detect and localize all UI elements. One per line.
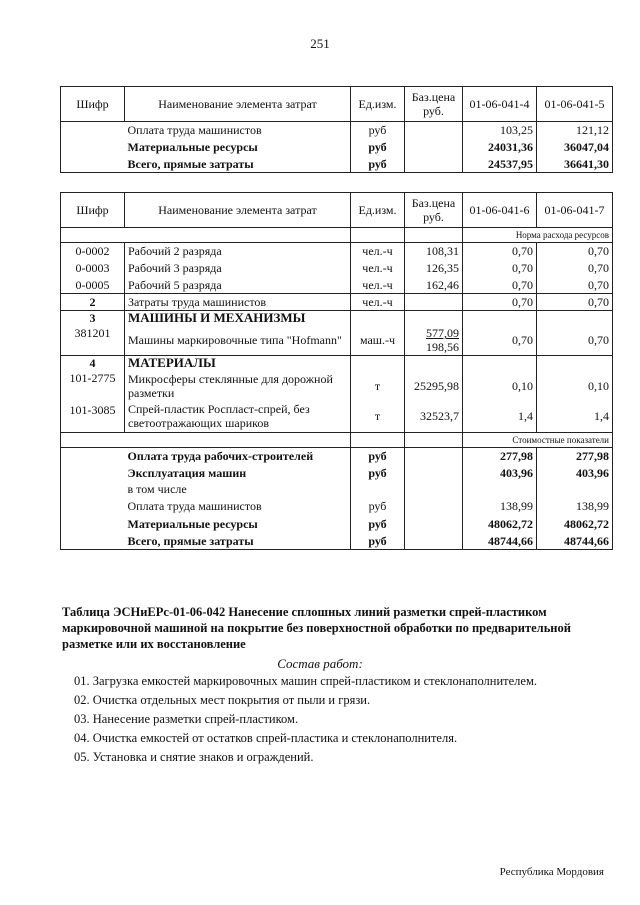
header-col1: 01-06-041-6 [463,193,537,228]
cell-unit: руб [351,497,405,516]
header-name: Наименование элемента затрат [125,193,351,228]
price-line-2: 198,56 [426,340,459,355]
table-row [61,139,613,156]
cell-price [405,448,463,465]
cell-code: 0-0005 [61,277,125,294]
cell-v1: 1,4 [463,401,537,433]
table-row [61,533,613,550]
header-col2: 01-06-041-7 [537,193,613,228]
cell-empty [405,311,463,326]
cell-unit: руб [351,465,405,481]
cell-empty [351,228,405,243]
cell-v1: 138,99 [463,497,537,516]
list-item: 01. Загрузка емкостей маркировочных машин спрей-пластиком и стеклонаполнителем. [74,674,538,688]
cell-v1: 48062,72 [463,516,537,533]
table-row [61,465,613,481]
cell-v2: 48062,72 [537,516,613,533]
norm-label: Норма расхода ресурсов [463,228,613,243]
footer-region: Республика Мордовия [499,866,604,878]
cell-price [405,497,463,516]
page-number: 251 [310,36,330,51]
header-unit: Ед.изм. [351,87,405,122]
cell-v1: 0,70 [463,243,537,260]
cell-empty [351,311,405,326]
cell-code: 2 [61,294,125,311]
cell-v2: 0,70 [537,326,613,356]
header-col2: 01-06-041-5 [537,87,613,122]
cell-code [61,516,125,533]
cell-empty [351,356,405,371]
table-row [61,156,613,173]
table-header [61,193,613,228]
cell-price: 32523,7 [405,401,463,433]
cost-table-1 [60,86,613,173]
cell-code [61,533,125,550]
cell-unit: чел.-ч [351,294,405,311]
cell-price [405,533,463,550]
cell-empty [351,433,405,448]
norm-label-row [61,228,613,243]
price-line-1: 577,09 [426,326,459,341]
cell-name: Рабочий 2 разряда [125,243,351,260]
header-name: Наименование элемента затрат [125,87,351,122]
cell-name: Оплата труда машинистов [125,122,351,139]
cell-code [61,122,125,139]
cell-price [405,465,463,481]
cell-empty [61,228,125,243]
table-row [61,371,613,401]
table-row [61,448,613,465]
cell-v2: 0,70 [537,243,613,260]
cell-unit: т [351,401,405,433]
cell-name: Эксплуатация машин [125,465,351,481]
cell-price [405,294,463,311]
cell-unit: руб [351,533,405,550]
table-row [61,294,613,311]
cell-unit: руб [351,139,405,156]
table-header [61,87,613,122]
cost-label: Стоимостные показатели [463,433,613,448]
cell-v1: 0,70 [463,326,537,356]
cell-price [405,122,463,139]
cell-unit: т [351,371,405,401]
cell-name: Спрей-пластик Роспласт-спрей, без светоотражающих шариков [125,401,351,433]
list-item: 04. Очистка емкостей от остатков спрей-пластика и стеклонаполнителя. [74,731,458,745]
cell-price [405,156,463,173]
cell-v2: 48744,66 [537,533,613,550]
cell-v2: 36047,04 [537,139,613,156]
cell-name: Всего, прямые затраты [125,533,351,550]
cell-v1: 0,70 [463,277,537,294]
header-code: Шифр [61,193,125,228]
cell-empty [463,356,537,371]
header-price: Баз.цена руб. [405,87,463,122]
cell-price [405,139,463,156]
table-row [61,401,613,433]
section-title: МАТЕРИАЛЫ [125,356,351,371]
cell-unit: чел.-ч [351,243,405,260]
cell-name: Материальные ресурсы [125,516,351,533]
cell-empty [61,433,125,448]
cell-price: 126,35 [405,260,463,277]
cell-v1: 277,98 [463,448,537,465]
cell-code [61,497,125,516]
cell-name: Рабочий 5 разряда [125,277,351,294]
cell-name: Всего, прямые затраты [125,156,351,173]
cell-price: 25295,98 [405,371,463,401]
table-row [61,122,613,139]
cell-empty [405,228,463,243]
cell-unit: руб [351,516,405,533]
table-row [61,260,613,277]
header-code: Шифр [61,87,125,122]
cell-price [405,326,463,356]
composition-title: Состав работ: [277,656,363,671]
table-row [61,326,613,356]
list-item: 05. Установка и снятие знаков и ограждений. [74,750,314,764]
cell-code [61,139,125,156]
table-row [61,516,613,533]
cell-v1: 24537,95 [463,156,537,173]
cell-unit: маш.-ч [351,326,405,356]
cell-v1: 0,10 [463,371,537,401]
cell-v1: 0,70 [463,260,537,277]
cell-price [405,516,463,533]
section-row-materials [61,356,613,371]
cell-empty [463,311,537,326]
cell-name: Материальные ресурсы [125,139,351,156]
cell-name: Рабочий 3 разряда [125,260,351,277]
cell-code: 101-2775 [61,371,125,401]
cell-v2: 403,96 [537,465,613,481]
cell-v2: 0,70 [537,294,613,311]
list-item: 02. Очистка отдельных мест покрытия от пыли и грязи. [74,693,371,707]
cell-empty [537,311,613,326]
table-row [61,481,613,497]
cell-unit: чел.-ч [351,260,405,277]
cell-price: 162,46 [405,277,463,294]
list-item: 03. Нанесение разметки спрей-пластиком. [74,712,299,726]
cell-name: Оплата труда рабочих-строителей [125,448,351,465]
cell-code: 101-3085 [61,401,125,433]
cell-code: 0-0003 [61,260,125,277]
cell-v2: 1,4 [537,401,613,433]
cell-unit: руб [351,448,405,465]
cell-v2: 0,70 [537,277,613,294]
cell-empty [125,228,351,243]
header-col1: 01-06-041-4 [463,87,537,122]
cell-empty [405,433,463,448]
cell-name: Микросферы стеклянные для дорожной разметки [125,371,351,401]
cell-v2: 277,98 [537,448,613,465]
cell-price [405,481,463,497]
cell-v2 [537,481,613,497]
cell-v2: 138,99 [537,497,613,516]
cell-empty [125,433,351,448]
cell-unit: руб [351,156,405,173]
work-list [74,672,614,767]
cell-v1: 24031,36 [463,139,537,156]
cell-empty [537,356,613,371]
cell-code [61,156,125,173]
cell-v2: 36641,30 [537,156,613,173]
cell-name: Затраты труда машинистов [125,294,351,311]
cell-name: Машины маркировочные типа "Hofmann" [125,326,351,356]
cell-empty [405,356,463,371]
table-row [61,243,613,260]
header-price: Баз.цена руб. [405,193,463,228]
header-unit: Ед.изм. [351,193,405,228]
cell-code [61,465,125,481]
cell-unit [351,481,405,497]
cell-code: 381201 [61,326,125,356]
cell-v1: 48744,66 [463,533,537,550]
section-code: 4 [61,356,125,371]
cell-v1: 0,70 [463,294,537,311]
cost-table-2 [60,192,613,550]
cell-price: 108,31 [405,243,463,260]
section-code: 3 [61,311,125,326]
cell-v2: 0,10 [537,371,613,401]
cell-name: в том числе [125,481,351,497]
cell-unit: руб [351,122,405,139]
cell-unit: чел.-ч [351,277,405,294]
section-row-machines [61,311,613,326]
cell-v1 [463,481,537,497]
table-title: Таблица ЭСНиЕРс-01-06-042 Нанесение сплошных линий разметки спрей-пластиком маркировочной машиной на покрытие без поверхностной обработки по предварительной разметке или их восстановление [62,605,571,651]
table-row [61,497,613,516]
cell-code [61,448,125,465]
section-title: МАШИНЫ И МЕХАНИЗМЫ [125,311,351,326]
table-row [61,277,613,294]
cell-code [61,481,125,497]
cell-v2: 0,70 [537,260,613,277]
cell-v2: 121,12 [537,122,613,139]
cell-name: Оплата труда машинистов [125,497,351,516]
cost-label-row [61,433,613,448]
cell-v1: 103,25 [463,122,537,139]
cell-v1: 403,96 [463,465,537,481]
cell-code: 0-0002 [61,243,125,260]
